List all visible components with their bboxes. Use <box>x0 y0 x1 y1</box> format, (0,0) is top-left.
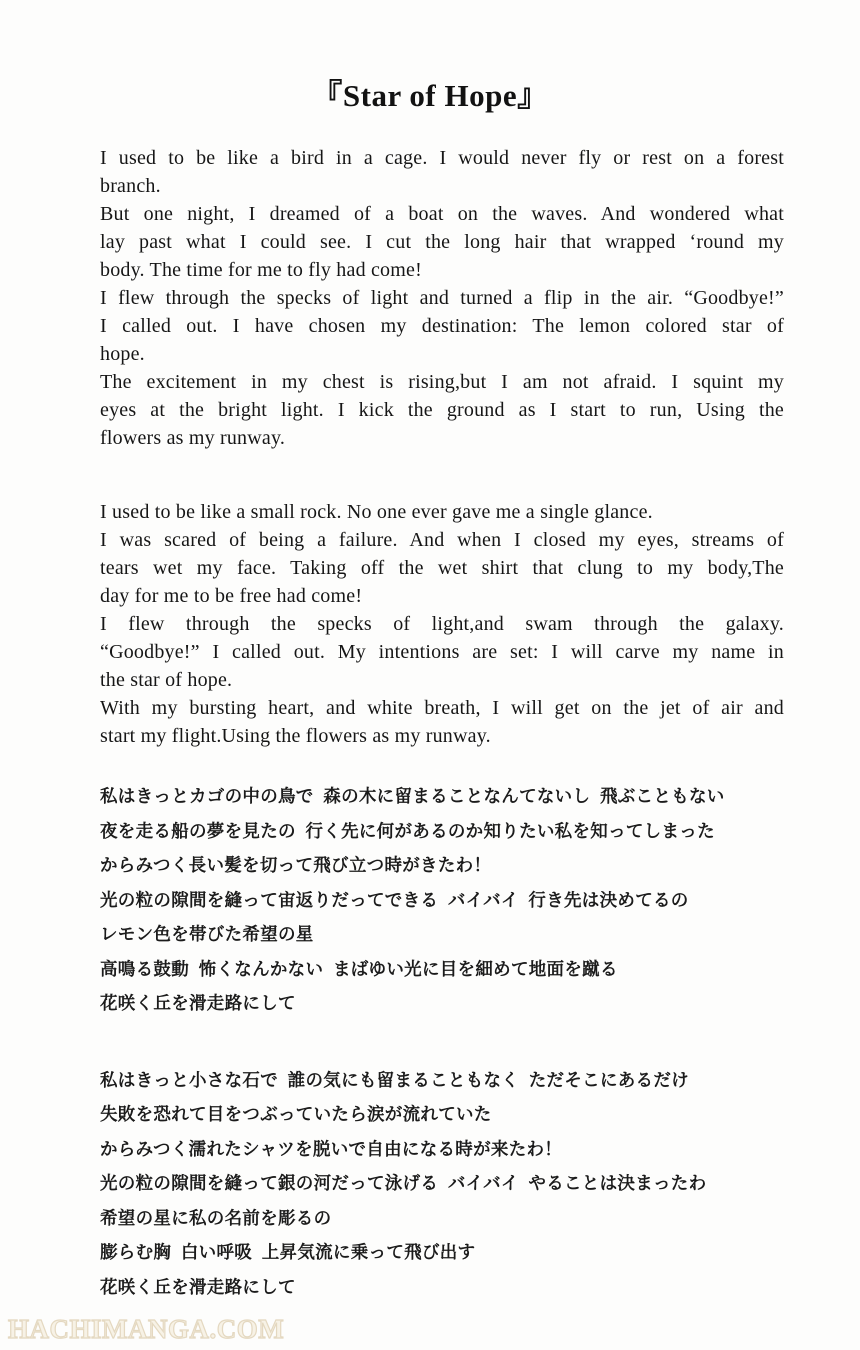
watermark: HACHIMANGA.COM <box>8 1314 285 1344</box>
lyric-line-jp: 夜を走る船の夢を見たの 行く先に何があるのか知りたい私を知ってしまった <box>100 820 715 841</box>
lyric-line: I called out. I have chosen my destination: The lemon colored star of <box>100 315 784 337</box>
lyric-line-jp: 高鳴る鼓動 怖くなんかない まばゆい光に目を細めて地面を蹴る <box>100 958 618 979</box>
lyric-line: day for me to be free had come! <box>100 585 363 607</box>
english-lyrics <box>100 144 784 750</box>
japanese-stanza-1 <box>100 779 784 1021</box>
lyric-line-jp: 失敗を恐れて目をつぶっていたら涙が流れていた <box>100 1104 492 1124</box>
lyric-line: I used to be like a bird in a cage. I would never fly or rest on a forest <box>100 147 784 169</box>
lyric-line: I flew through the specks of light,and swam through the galaxy. <box>100 613 784 635</box>
lyric-line: hope. <box>100 343 145 365</box>
lyric-line-jp: 花咲く丘を滑走路にして <box>100 1276 296 1297</box>
english-stanza-1 <box>100 144 784 452</box>
lyric-line-jp: レモン色を帯びた希望の星 <box>100 924 314 944</box>
lyric-line: The excitement in my chest is rising,but I am not afraid. I squint my <box>100 371 784 393</box>
lyric-line: lay past what I could see. I cut the long hair that wrapped ‘round my <box>100 231 784 253</box>
page-content <box>100 144 784 1304</box>
lyric-line: I used to be like a small rock. No one ever gave me a single glance. <box>100 501 653 523</box>
lyric-line-jp: 私はきっとカゴの中の鳥で 森の木に留まることなんてないし 飛ぶこともない <box>100 786 725 806</box>
lyric-line: But one night, I dreamed of a boat on the waves. And wondered what <box>100 203 784 225</box>
lyric-line: eyes at the bright light. I kick the ground as I start to run, Using the <box>100 399 784 421</box>
lyric-line: “Goodbye!” I called out. My intentions are set: I will carve my name in <box>100 641 784 663</box>
english-stanza-2 <box>100 498 784 750</box>
lyric-line: flowers as my runway. <box>100 427 286 449</box>
lyric-line: With my bursting heart, and white breath, I will get on the jet of air and <box>100 697 784 719</box>
lyric-line: branch. <box>100 175 161 197</box>
lyric-line: body. The time for me to fly had come! <box>100 259 422 281</box>
japanese-lyrics <box>100 779 784 1304</box>
lyric-line: start my flight.Using the flowers as my runway. <box>100 725 491 747</box>
lyric-line-jp: 希望の星に私の名前を彫るの <box>100 1207 332 1228</box>
lyric-line-jp: 光の粒の隙間を縫って宙返りだってできる バイバイ 行き先は決めてるの <box>100 889 689 910</box>
lyric-line-jp: からみつく長い髪を切って飛び立つ時がきたわ！ <box>100 855 492 875</box>
lyric-line-jp: 光の粒の隙間を縫って銀の河だって泳げる バイバイ やることは決まったわ <box>100 1173 707 1193</box>
lyric-line-jp: 膨らむ胸 白い呼吸 上昇気流に乗って飛び出す <box>100 1242 476 1262</box>
lyric-line: I was scared of being a failure. And when I closed my eyes, streams of <box>100 529 784 551</box>
lyric-line: the star of hope. <box>100 669 233 691</box>
lyric-line: tears wet my face. Taking off the wet shirt that clung to my body,The <box>100 557 784 579</box>
lyric-line-jp: 花咲く丘を滑走路にして <box>100 993 296 1013</box>
japanese-stanza-2 <box>100 1063 784 1305</box>
page-title: 『Star of Hope』 <box>311 78 549 113</box>
lyric-line-jp: からみつく濡れたシャツを脱いで自由になる時が来たわ！ <box>100 1138 563 1159</box>
lyric-line: I flew through the specks of light and turned a flip in the air. “Goodbye!” <box>100 287 784 309</box>
lyric-line-jp: 私はきっと小さな石で 誰の気にも留まることもなく ただそこにあるだけ <box>100 1069 689 1090</box>
